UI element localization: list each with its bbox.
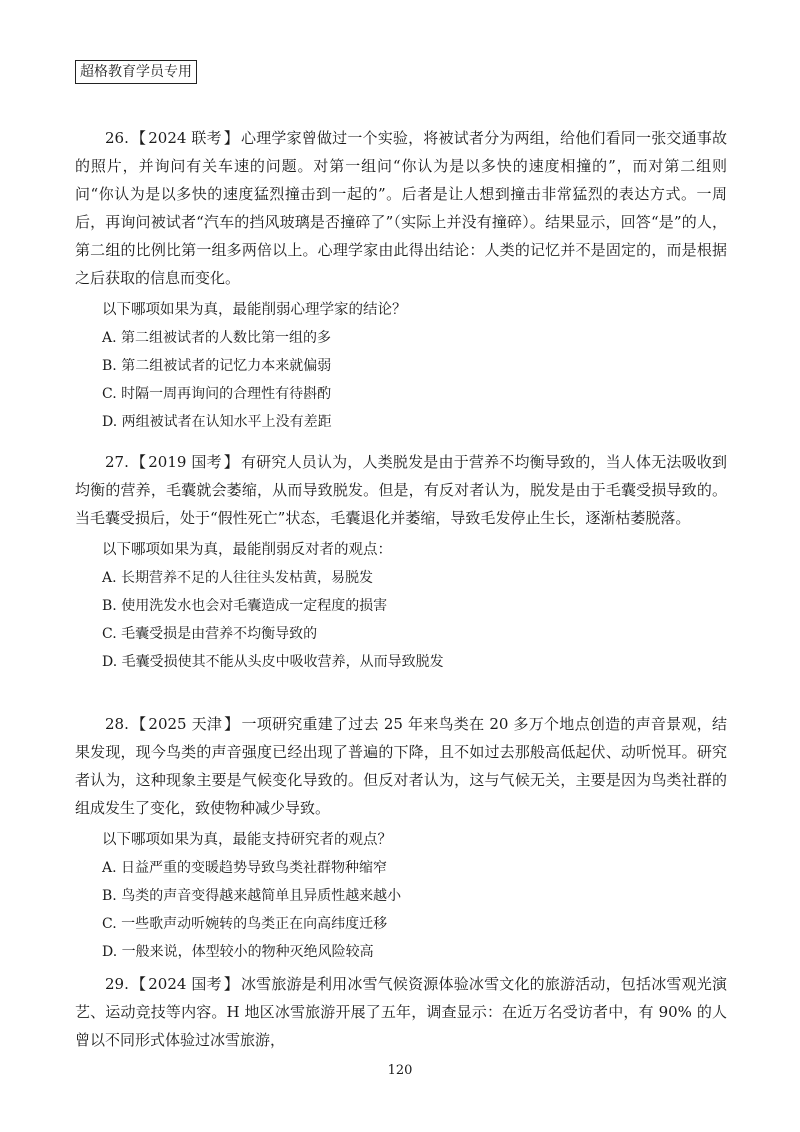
option-d: D. 一般来说，体型较小的物种灭绝风险较高 (102, 944, 374, 960)
option-b: B. 鸟类的声音变得越来越简单且异质性越来越小 (102, 888, 402, 904)
question-prompt: 以下哪项如果为真，最能支持研究者的观点？ (102, 832, 392, 848)
question-stem: 27. 【 2019 国考 】 有研究人员认为，人类脱发是由于营养不均衡导致的，当人体无法吸收到均衡的营养，毛囊就会萎缩，从而导致脱发。但是，有反对者认为，脱发是由于毛囊受损导致的。当毛囊受损后，处于“假性死亡”状态，毛囊退化并萎缩，导致毛发停止生长，逐渐枯萎脱落。 (75, 453, 727, 527)
question-text: 一项研究重建了过去 25 年来鸟类在 20 多万个地点创造的声音景观，结果发现，现今鸟类的声音强度已经出现了普遍的下降，且不如过去那般高低起伏、动听悦耳。研究者认为，这种现象主要是气候变化导致的。但反对者认为，这与气候无关，主要是因为鸟类社群的组成发生了变化，致使物种减少导致。 (75, 715, 727, 817)
option-a: A. 日益严重的变暖趋势导致鸟类社群物种缩窄 (102, 860, 388, 876)
page-number: 120 (387, 1063, 413, 1078)
question-stem: 26. 【 2024 联考 】 心理学家曾做过一个实验，将被试者分为两组，给他们看同一张交通事故的照片，并询问有关车速的问题。对第一组问“你认为是以多快的速度相撞的”，而对第二组则问“你认为是以多快的速度猛烈撞击到一起的”。后者是让人想到撞击非常猛烈的表达方式。一周后，再询问被试者“汽车的挡风玻璃是否撞碎了”（实际上并没有撞碎）。结果显示，回答“是”的人，第二组的比例比第一组多两倍以上。心理学家由此得出结论：人类的记忆并不是固定的，而是根据之后获取的信息而变化。 (75, 129, 727, 287)
question-text: 冰雪旅游是利用冰雪气候资源体验冰雪文化的旅游活动，包括冰雪观光演艺、运动竞技等内容。H 地区冰雪旅游开展了五年，调查显示：在近万名受访者中，有 90% 的人曾以不同形式体验过冰雪旅游， (75, 975, 727, 1049)
option-a: A. 第二组被试者的人数比第一组的多 (102, 330, 332, 346)
option-b: B. 使用洗发水也会对毛囊造成一定程度的损害 (102, 598, 388, 614)
option-c: C. 毛囊受损是由营养不均衡导致的 (102, 626, 318, 642)
option-d: D. 毛囊受损使其不能从头皮中吸收营养，从而导致脱发 (102, 654, 444, 670)
question-source: 2024 联考 (148, 129, 222, 147)
question-source: 2025 天津 (148, 715, 223, 733)
question-number: 29. (105, 975, 129, 993)
question-stem: 28. 【 2025 天津 】 一项研究重建了过去 25 年来鸟类在 20 多万个地点创造的声音景观，结果发现，现今鸟类的声音强度已经出现了普遍的下降，且不如过去那般高低起伏、动听悦耳。研究者认为，这种现象主要是气候变化导致的。但反对者认为，这与气候无关，主要是因为鸟类社群的组成发生了变化，致使物种减少导致。 (75, 715, 727, 817)
option-c: C. 一些歌声动听婉转的鸟类正在向高纬度迁移 (102, 916, 388, 932)
question-prompt: 以下哪项如果为真，最能削弱反对者的观点： (102, 542, 392, 558)
question-source: 2019 国考 (148, 453, 222, 471)
question-text: 有研究人员认为，人类脱发是由于营养不均衡导致的，当人体无法吸收到均衡的营养，毛囊就会萎缩，从而导致脱发。但是，有反对者认为，脱发是由于毛囊受损导致的。当毛囊受损后，处于“假性死亡”状态，毛囊退化并萎缩，导致毛发停止生长，逐渐枯萎脱落。 (75, 453, 727, 527)
question-29 (75, 970, 727, 1054)
question-number: 28. (105, 715, 129, 733)
header-tag: 超格教育学员专用 (75, 60, 197, 84)
question-26 (75, 124, 727, 432)
question-number: 27. (105, 453, 129, 471)
option-d: D. 两组被试者在认知水平上没有差距 (102, 414, 332, 430)
option-c: C. 时隔一周再询问的合理性有待斟酌 (102, 386, 332, 402)
question-stem: 29. 【 2024 国考 】 冰雪旅游是利用冰雪气候资源体验冰雪文化的旅游活动，包括冰雪观光演艺、运动竞技等内容。H 地区冰雪旅游开展了五年，调查显示：在近万名受访者中，有 90% 的人曾以不同形式体验过冰雪旅游， (75, 975, 727, 1049)
question-number: 26. (105, 129, 129, 147)
question-28 (75, 710, 727, 962)
option-a: A. 长期营养不足的人往往头发枯黄，易脱发 (102, 570, 374, 586)
question-prompt: 以下哪项如果为真，最能削弱心理学家的结论？ (102, 302, 407, 318)
question-text: 心理学家曾做过一个实验，将被试者分为两组，给他们看同一张交通事故的照片，并询问有关车速的问题。对第一组问“你认为是以多快的速度相撞的”，而对第二组则问“你认为是以多快的速度猛烈撞击到一起的”。后者是让人想到撞击非常猛烈的表达方式。一周后，再询问被试者“汽车的挡风玻璃是否撞碎了”（实际上并没有撞碎）。结果显示，回答“是”的人，第二组的比例比第一组多两倍以上。心理学家由此得出结论：人类的记忆并不是固定的，而是根据之后获取的信息而变化。 (75, 129, 727, 287)
question-source: 2024 国考 (148, 975, 222, 993)
option-b: B. 第二组被试者的记忆力本来就偏弱 (102, 358, 332, 374)
question-27 (75, 448, 727, 672)
